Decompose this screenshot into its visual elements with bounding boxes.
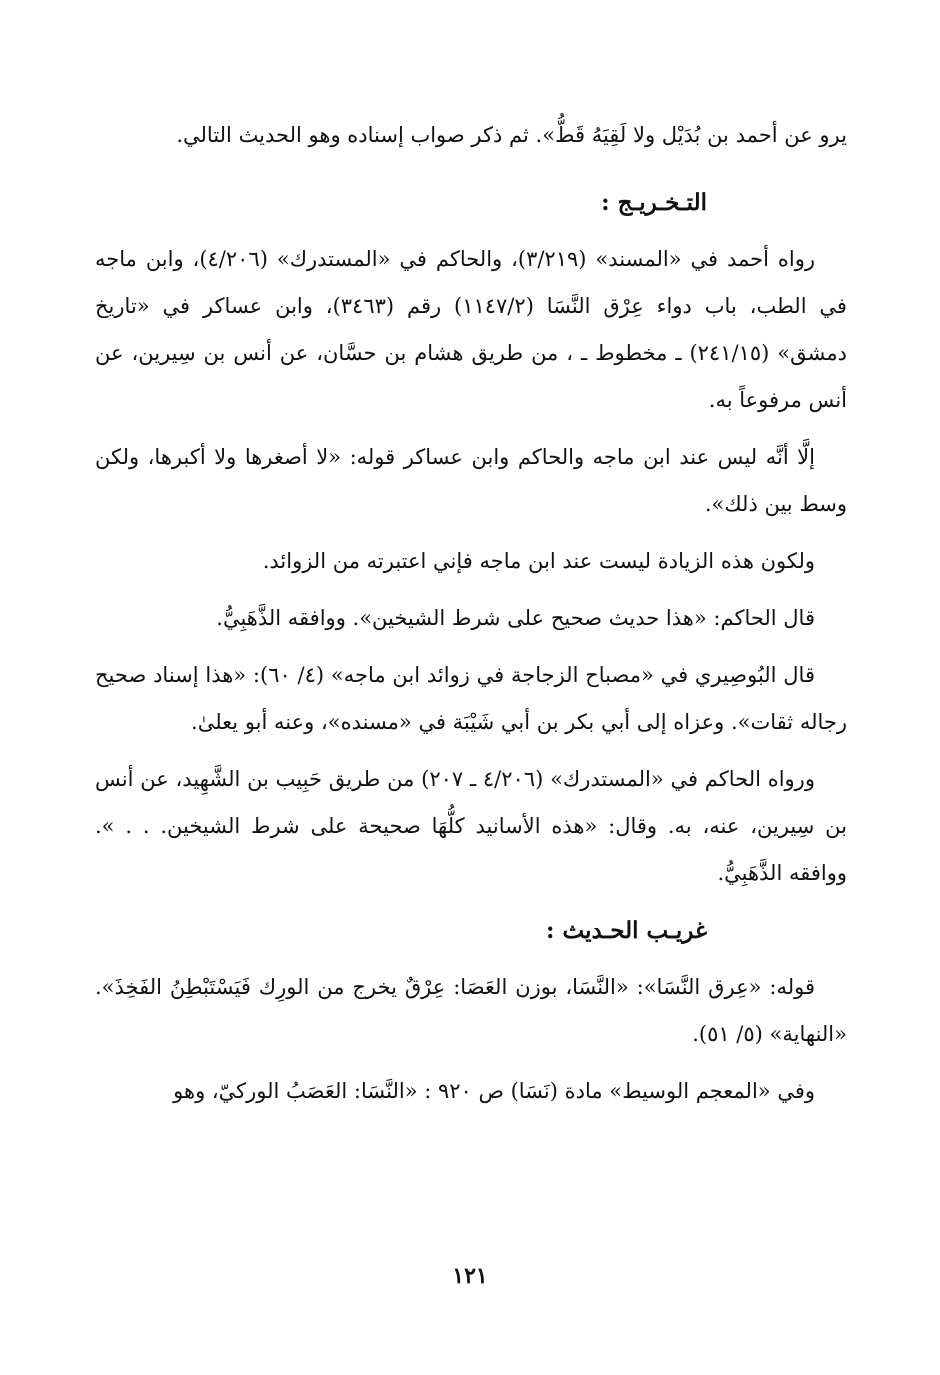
paragraph-takhrij: رواه أحمد في «المسند» (٣/٢١٩)، والحاكم في «المستدرك» (٤/٢٠٦)، وابن ماجه في الطب، باب دواء عِرْق النَّسَا (١١٤٧/٢) رقم (٣٤٦٣)، وابن عساكر في «تاريخ دمشق» (٢٤١/١٥) ـ مخطوط ـ ، من طريق هشام بن حسَّان، عن أنس بن سِيرين، عن أنس مرفوعاً به.	[95, 247, 847, 412]
section-heading-takhrij: التـخـريـج :	[601, 189, 707, 216]
paragraph-irq-nasa: قوله: «عِرق النَّسَا»: «النَّسَا، بوزن العَصَا: عِرْقٌ يخرج من الورِك فَيَسْتَبْطِنُ الفَخِذَ». «النهاية» (٥/ ٥١).	[95, 975, 847, 1046]
page-number: ١٢١	[452, 1263, 488, 1289]
paragraph-wasit: وفي «المعجم الوسيط» مادة (نَسَا) ص ٩٢٠ : «النَّسَا: العَصَبُ الوركيّ، وهو	[173, 1079, 815, 1103]
paragraph-mustadrak: ورواه الحاكم في «المستدرك» (٤/٢٠٦ ـ ٢٠٧) من طريق حَبِيب بن الشَّهِيد، عن أنس بن سِيرين، عنه، به. وقال: «هذه الأسانيد كلُّهَا صحيحة على شرط الشيخين. . . ». ووافقه الذَّهَبِيُّ.	[95, 767, 847, 885]
paragraph-busiri: قال البُوصِيري في «مصباح الزجاجة في زوائد ابن ماجه» (٤/ ٦٠): «هذا إسناد صحيح رجاله ثقات». وعزاه إلى أبي بكر بن أبي شَيْبَة في «مسنده»، وعنه أبو يعلىٰ.	[95, 663, 847, 734]
paragraph-exception: إلَّا أنَّه ليس عند ابن ماجه والحاكم وابن عساكر قوله: «لا أصغرها ولا أكبرها، ولكن وسط بين ذلك».	[95, 445, 847, 516]
paragraph-zawaid: ولكون هذه الزيادة ليست عند ابن ماجه فإني اعتبرته من الزوائد.	[262, 549, 815, 573]
section-heading-gharib: غريـب الحـديث :	[546, 917, 707, 944]
paragraph-continuation: يرو عن أحمد بن بُدَيْل ولا لَقِيَهُ قَطُّ». ثم ذكر صواب إسناده وهو الحديث التالي.	[176, 123, 847, 147]
paragraph-hakim: قال الحاكم: «هذا حديث صحيح على شرط الشيخين». ووافقه الذَّهَبِيُّ.	[216, 606, 815, 630]
page-body	[95, 112, 847, 1125]
